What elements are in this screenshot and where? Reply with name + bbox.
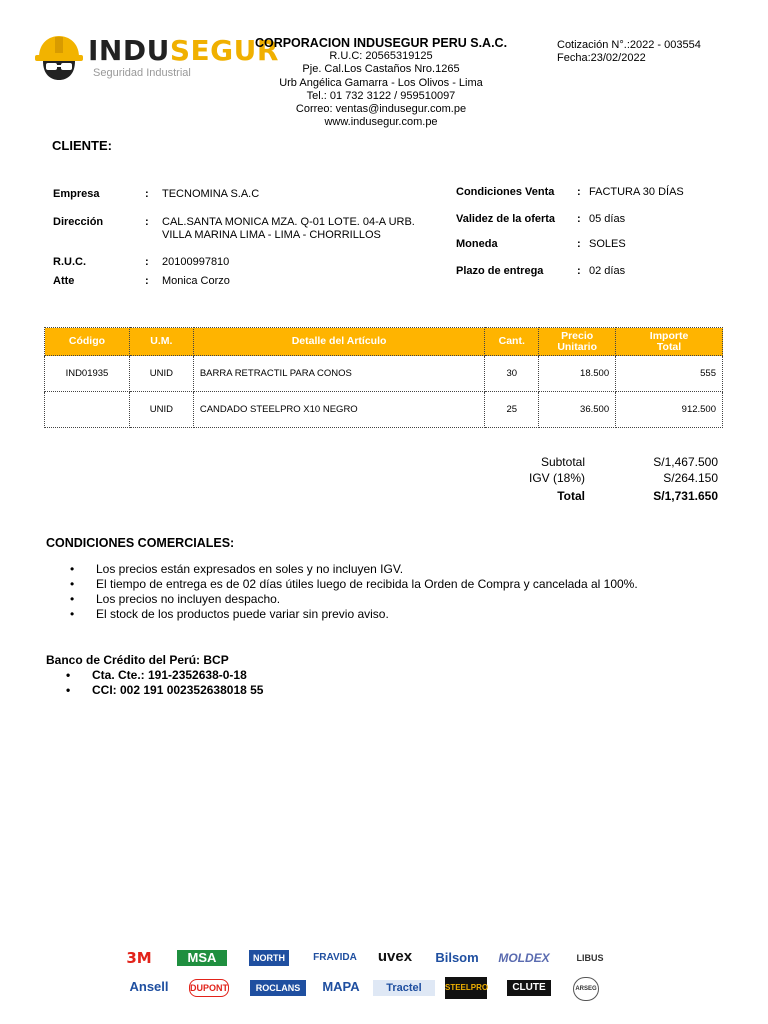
- quote-date: Fecha:23/02/2022: [557, 52, 646, 64]
- colon: :: [145, 256, 149, 268]
- delivery: 02 días: [589, 265, 626, 277]
- ruc-label: R.U.C.: [53, 256, 86, 268]
- colon: :: [145, 216, 149, 228]
- brand-logo-moldex: MOLDEX: [498, 951, 550, 965]
- conditions-title: CONDICIONES COMERCIALES:: [46, 536, 235, 550]
- company-name: CORPORACION INDUSEGUR PERU S.A.C.: [254, 36, 508, 50]
- condition-item: • Los precios están expresados en soles y no incluyen IGV.: [66, 562, 676, 577]
- brand-logo-steelpro: STEELPRO: [445, 977, 487, 999]
- brand-logo-north: NORTH: [249, 950, 289, 966]
- brand-logo-libus: LIBUS: [576, 953, 604, 963]
- currency-label: Moneda: [456, 238, 498, 250]
- bank-cci: • CCI: 002 191 002352638018 55: [64, 683, 263, 698]
- client-address-line-1: CAL.SANTA MONICA MZA. Q-01 LOTE. 04-A URB.: [162, 216, 415, 228]
- client-title: CLIENTE:: [52, 138, 112, 153]
- items-table: [44, 327, 723, 428]
- cell-price: 36.500: [539, 392, 616, 428]
- total-value: S/1,731.650: [653, 489, 718, 503]
- brand-logo-tractel: Tractel: [373, 980, 435, 996]
- header-code: Código: [45, 328, 130, 356]
- header-price: [539, 328, 616, 356]
- delivery-label: Plazo de entrega: [456, 265, 544, 277]
- validity-label: Validez de la oferta: [456, 213, 556, 225]
- address-label: Dirección: [53, 216, 104, 228]
- client-address: [162, 216, 415, 242]
- brand-logo-roclans: ROCLANS: [250, 980, 306, 996]
- total-label: Total: [557, 489, 585, 503]
- company-website: www.indusegur.com.pe: [324, 116, 438, 129]
- condition-item: • Los precios no incluyen despacho.: [66, 592, 676, 607]
- header-amount: [616, 328, 723, 356]
- bank-list: [64, 668, 263, 698]
- cell-detail: CANDADO STEELPRO X10 NEGRO: [193, 392, 484, 428]
- cell-code: [45, 392, 130, 428]
- cell-detail: BARRA RETRACTIL PARA CONOS: [193, 356, 484, 392]
- client-attention: Monica Corzo: [162, 275, 230, 287]
- attention-label: Atte: [53, 275, 75, 287]
- brand-logo-dupont: DUPONT: [189, 979, 229, 997]
- helmet-icon: [33, 33, 85, 83]
- bank-title: Banco de Crédito del Perú: BCP: [46, 653, 229, 667]
- colon: :: [577, 265, 581, 277]
- company-address-1: Pje. Cal.Los Castaños Nro.1265: [302, 63, 460, 76]
- currency: SOLES: [589, 238, 626, 250]
- cell-amount: 555: [616, 356, 723, 392]
- cell-qty: 25: [485, 392, 539, 428]
- cell-amount: 912.500: [616, 392, 723, 428]
- table-row: [45, 356, 723, 392]
- logo-subtitle: Seguridad Industrial: [93, 67, 191, 79]
- quote-number: Cotización N°.:2022 - 003554: [557, 39, 701, 51]
- bank-account: • Cta. Cte.: 191-2352638-0-18: [64, 668, 263, 683]
- client-address-line-2: VILLA MARINA LIMA - LIMA - CHORRILLOS: [162, 229, 381, 241]
- colon: :: [577, 213, 581, 225]
- brand-logo-fravida: FRAVIDA: [313, 952, 357, 963]
- company-ruc: R.U.C: 20565319125: [329, 50, 433, 62]
- condition-item: • El stock de los productos puede variar sin previo aviso.: [66, 607, 676, 622]
- logo-text-2: SEGUR: [169, 34, 279, 67]
- colon: :: [577, 186, 581, 198]
- client-company: TECNOMINA S.A.C: [162, 188, 260, 200]
- header-amount-2: Total: [656, 340, 682, 353]
- brand-logo-uvex: uvex: [377, 948, 413, 965]
- brand-logo-msa: MSA: [177, 950, 227, 966]
- brand-logo-ansell: Ansell: [129, 979, 169, 994]
- header-unit: U.M.: [129, 328, 193, 356]
- cell-price: 18.500: [539, 356, 616, 392]
- company-phone: Tel.: 01 732 3122 / 959510097: [306, 89, 456, 102]
- igv-value: S/264.150: [663, 471, 718, 485]
- quote-info: [557, 39, 701, 65]
- colon: :: [145, 275, 149, 287]
- header-amount-1: Importe: [649, 329, 689, 342]
- brand-logo-arseg: ARSEG: [573, 977, 599, 1001]
- conditions-list: [66, 562, 676, 622]
- colon: :: [145, 188, 149, 200]
- igv-label: IGV (18%): [528, 471, 585, 485]
- subtotal-label: Subtotal: [540, 455, 585, 469]
- company-email: Correo: ventas@indusegur.com.pe: [295, 103, 467, 116]
- cell-unit: UNID: [129, 392, 193, 428]
- cell-unit: UNID: [129, 356, 193, 392]
- client-ruc: 20100997810: [162, 256, 230, 268]
- brand-logo-mapa: MAPA: [322, 979, 360, 994]
- brand-logo-clute: CLUTE: [507, 980, 551, 996]
- company-info: [240, 36, 522, 130]
- header-price-2: Unitario: [557, 340, 597, 353]
- company-address-2: Urb Angélica Gamarra - Los Olivos - Lima: [279, 76, 483, 89]
- brand-logo-3m: 3M: [126, 949, 152, 967]
- subtotal-value: S/1,467.500: [653, 455, 718, 469]
- company-label: Empresa: [53, 188, 100, 200]
- logo-text-1: INDU: [88, 34, 170, 67]
- table-row: [45, 392, 723, 428]
- header-price-1: Precio: [561, 329, 594, 342]
- table-header-row: [45, 328, 723, 356]
- brand-logo-bilsom: Bilsom: [435, 950, 479, 965]
- sale-conditions-label: Condiciones Venta: [456, 186, 555, 198]
- sale-conditions: FACTURA 30 DÍAS: [589, 186, 684, 198]
- cell-qty: 30: [485, 356, 539, 392]
- cell-code: IND01935: [45, 356, 130, 392]
- header-detail: Detalle del Artículo: [193, 328, 484, 356]
- condition-item: • El tiempo de entrega es de 02 días útiles luego de recibida la Orden de Compra y cancelada al 100%.: [66, 577, 676, 592]
- header-qty: Cant.: [485, 328, 539, 356]
- validity: 05 días: [589, 213, 626, 225]
- colon: :: [577, 238, 581, 250]
